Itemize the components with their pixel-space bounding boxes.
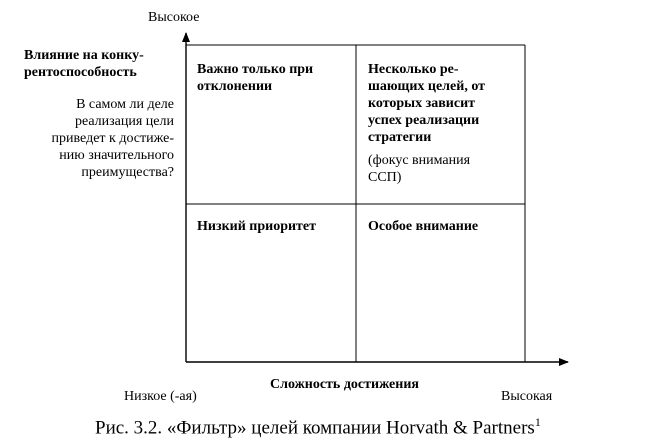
y-axis-question-line: В самом ли деле: [76, 97, 174, 112]
quadrant-line: отклонении: [197, 79, 273, 94]
y-axis-title: [24, 47, 144, 81]
quadrant-line: Несколько ре-: [368, 62, 459, 77]
x-axis-title: Сложность достижения: [270, 377, 419, 392]
y-axis-title-line: рентоспособность: [24, 65, 137, 80]
caption-text: Рис. 3.2. «Фильтр» целей компании Horvath & Partners: [95, 417, 535, 439]
quadrant-top-left: [197, 61, 349, 95]
y-axis-question-line: нию значительного: [59, 148, 174, 163]
y-axis-question-line: приведет к достиже-: [51, 131, 174, 146]
y-axis-question: [40, 96, 174, 181]
quadrant-top-right: [368, 61, 520, 186]
x-axis-low-label: Низкое (-ая): [124, 389, 197, 404]
quadrant-line: стратегии: [368, 130, 432, 145]
quadrant-note-line: (фокус внимания: [368, 153, 471, 168]
quadrant-note: [368, 152, 520, 186]
y-axis-question-line: преимущества?: [81, 165, 174, 180]
x-axis-high-label: Высокая: [501, 389, 553, 404]
quadrant-line: Особое внимание: [368, 219, 479, 234]
quadrant-line: шающих целей, от: [368, 79, 486, 94]
quadrant-bottom-right: [368, 218, 520, 235]
figure-caption: [95, 411, 541, 439]
quadrant-note-line: ССП): [368, 170, 402, 185]
quadrant-bottom-left: [197, 218, 349, 235]
caption-footnote-mark: 1: [534, 415, 541, 429]
quadrant-line: которых зависит: [368, 96, 476, 111]
quadrant-line: Важно только при: [197, 62, 314, 77]
quadrant-line: успех реализации: [368, 113, 480, 128]
y-axis-high-label: Высокое: [148, 10, 200, 25]
quadrant-line: Низкий приоритет: [197, 219, 317, 234]
y-axis-title-line: Влияние на конку-: [24, 48, 144, 63]
y-axis-question-line: реализация цели: [74, 114, 174, 129]
